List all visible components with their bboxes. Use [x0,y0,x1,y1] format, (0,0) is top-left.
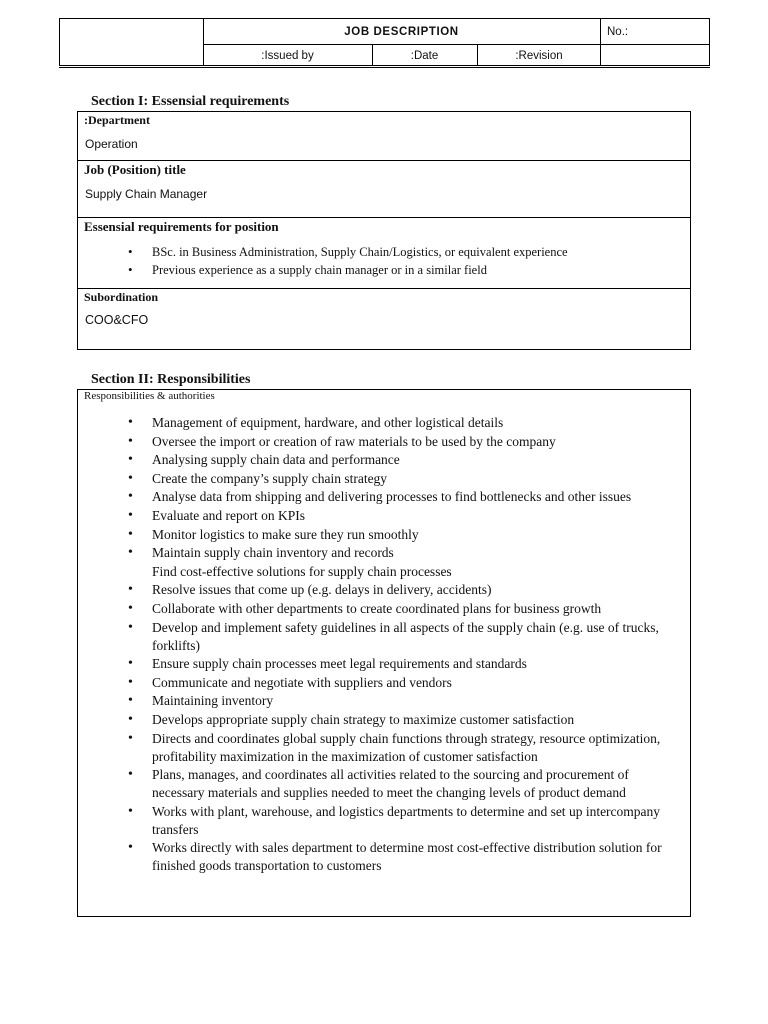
list-item: • Maintaining inventory [78,692,690,710]
department-row [78,112,690,160]
job-title-value: Supply Chain Manager [85,187,208,201]
job-title-label: Job (Position) title [84,162,186,177]
list-item: • Oversee the import or creation of raw materials to be used by the company [78,433,690,451]
responsibilities-table [77,389,691,917]
department-value: Operation [85,137,138,151]
list-item: • Resolve issues that come up (e.g. delays in delivery, accidents) [78,581,690,599]
list-item: • Maintain supply chain inventory and records [78,544,690,562]
document-header [59,18,710,66]
department-label: :Department [84,113,150,127]
list-item: • Works with plant, warehouse, and logistics departments to determine and set up intercompany transfers [78,803,690,839]
job-title-row [78,160,690,218]
list-item: • BSc. in Business Administration, Supply Chain/Logistics, or equivalent experience [78,243,690,261]
subordination-value: COO&CFO [85,313,149,327]
responsibilities-list [78,414,690,876]
list-item: • Analysing supply chain data and performance [78,451,690,469]
list-item: • Management of equipment, hardware, and other logistical details [78,414,690,432]
responsibilities-label: Responsibilities & authorities [84,390,215,402]
list-item: • Ensure supply chain processes meet legal requirements and standards [78,655,690,673]
list-item: • Develops appropriate supply chain strategy to maximize customer satisfaction [78,711,690,729]
subordination-label: Subordination [84,290,159,304]
list-item: • Plans, manages, and coordinates all activities related to the sourcing and procurement of necessary materials and supplies needed to meet the changing levels of product demand [78,766,690,802]
section-2-heading: Section II: Responsibilities [91,372,251,387]
revision-label: :Revision [515,50,563,62]
list-item: • Evaluate and report on KPIs [78,507,690,525]
list-item: • Monitor logistics to make sure they run smoothly [78,526,690,544]
list-item: • Previous experience as a supply chain manager or in a similar field [78,261,690,279]
section-1-heading: Section I: Essensial requirements [91,94,290,109]
list-item: Find cost-effective solutions for supply chain processes [152,563,452,579]
list-item: • Directs and coordinates global supply chain functions through strategy, resource optimization, profitability maximization in the maximization of customer satisfaction [78,730,690,766]
subordination-row [78,288,690,351]
list-item: • Communicate and negotiate with suppliers and vendors [78,674,690,692]
list-item: • Develop and implement safety guidelines in all aspects of the supply chain (e.g. use of trucks, forklifts) [78,619,690,655]
document-number-label: No.: [607,25,629,38]
list-item: • Analyse data from shipping and delivering processes to find bottlenecks and other issues [78,488,690,506]
list-item: • Create the company’s supply chain strategy [78,470,690,488]
requirements-row [78,217,690,289]
issued-by-label: :Issued by [261,50,314,62]
requirements-label: Essensial requirements for position [84,219,279,234]
list-item: • Works directly with sales department to determine most cost-effective distribution solution for finished goods transportation to customers [78,839,690,875]
requirements-table [77,111,691,350]
document-title: JOB DESCRIPTION [344,25,459,38]
date-label: :Date [410,50,439,62]
requirements-list [78,243,690,279]
list-item: • Collaborate with other departments to create coordinated plans for business growth [78,600,690,618]
header-rule [59,67,710,68]
